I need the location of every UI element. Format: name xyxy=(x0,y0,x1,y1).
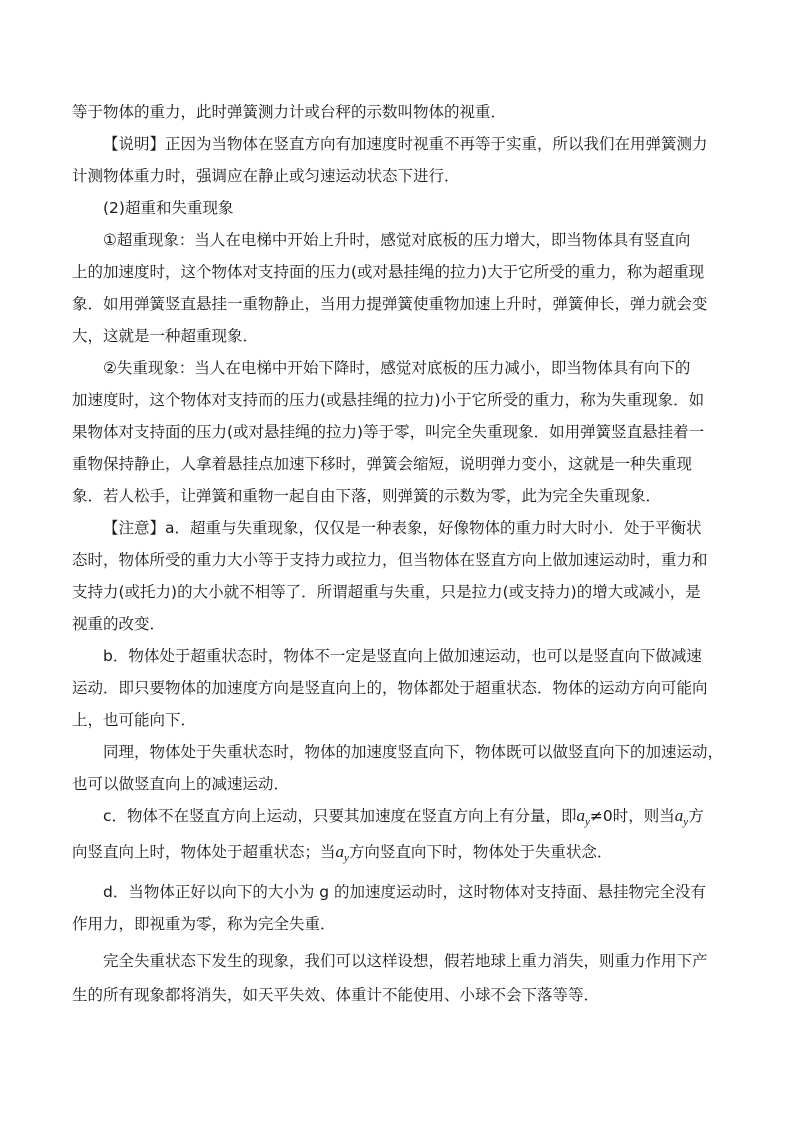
text-line: 等于物体的重力，此时弹簧测力计或台秤的示数叫物体的视重． xyxy=(72,103,507,121)
text-line: 重物保持静止，人拿着悬挂点加速下移时，弹簧会缩短，说明弹力变小，这就是一种失重现 xyxy=(72,455,693,473)
text-segment: c．物体不在竖直方向上运动，只要其加速度在竖直方向上有分量，即 xyxy=(103,807,577,825)
math-subscript: y xyxy=(585,816,590,828)
text-line: 大，这就是一种超重现象． xyxy=(72,327,259,345)
text-line: 作用力，即视重为零，称为完全失重． xyxy=(72,915,336,933)
text-line: 计测物体重力时，强调应在静止或匀速运动状态下进行． xyxy=(72,167,460,185)
text-segment: 向竖直向上时，物体处于超重状态；当 xyxy=(72,843,336,861)
text-line: 果物体对支持面的压力(或对悬挂绳的拉力)等于零，叫完全失重现象．如用弹簧竖直悬挂着一 xyxy=(72,423,705,441)
math-neq: ≠0 xyxy=(589,807,613,825)
section-heading: (2)超重和失重现象 xyxy=(103,199,234,217)
math-var: a xyxy=(674,806,684,825)
text-segment: 方向竖直向下时，物体处于失重状念． xyxy=(348,843,613,861)
text-line: ①超重现象：当人在电梯中开始上升时，感觉对底板的压力增大，即当物体具有竖直向 xyxy=(103,231,691,249)
text-line: 支持力(或托力)的大小就不相等了．所谓超重与失重，只是拉力(或支持力)的增大或减小，是 xyxy=(72,583,701,601)
text-line: 同理，物体处于失重状态时，物体的加速度竖直向下，物体既可以做竖直向下的加速运动， xyxy=(103,743,724,761)
text-line-with-formula xyxy=(72,842,612,864)
text-line: 上，也可能向下． xyxy=(72,711,197,729)
text-line: 加速度时，这个物体对支持而的压力(或悬挂绳的拉力)小于它所受的重力，称为失重现象．如 xyxy=(72,391,705,409)
text-line: 象．如用弹簧竖直悬挂一重物静止，当用力提弹簧使重物加速上升时，弹簧伸长，弹力就会变 xyxy=(72,295,708,313)
math-subscript: y xyxy=(344,852,349,864)
text-line: ②失重现象：当人在电梯中开始下降时，感觉对底板的压力减小，即当物体具有向下的 xyxy=(103,359,691,377)
text-line: 象．若人松手，让弹簧和重物一起自由下落，则弹簧的示数为零，此为完全失重现象． xyxy=(72,487,662,505)
text-line: 上的加速度时，这个物体对支持面的压力(或对悬挂绳的拉力)大于它所受的重力，称为超重现 xyxy=(72,263,705,281)
text-line: b．物体处于超重状态时，物体不一定是竖直向上做加速运动，也可以是竖直向下做减速 xyxy=(103,647,702,665)
math-var: a xyxy=(576,806,586,825)
math-var: a xyxy=(335,842,345,861)
text-line: 也可以做竖直向上的减速运动． xyxy=(72,775,290,793)
text-line-with-formula xyxy=(103,806,704,828)
text-line: 态时，物体所受的重力大小等于支持力或拉力，但当物体在竖直方向上做加速运动时，重力和 xyxy=(72,551,708,569)
text-line: 运动．即只要物体的加速度方向是竖直向上的，物体都处于超重状态．物体的运动方向可能向 xyxy=(72,679,708,697)
text-line: 生的所有现象都将消失，如天平失效、体重计不能使用、小球不会下落等等． xyxy=(72,986,600,1004)
text-segment: 方 xyxy=(688,807,704,825)
math-subscript: y xyxy=(683,816,689,828)
text-line: 【注意】a．超重与失重现象，仅仅是一种表象，好像物体的重力时大时小．处于平衡状 xyxy=(103,519,702,537)
text-segment: 时，则当 xyxy=(612,807,675,825)
text-line: d．当物体正好以向下的大小为 g 的加速度运动时，这时物体对支持面、悬挂物完全没有 xyxy=(103,883,707,901)
text-line: 完全失重状态下发生的现象，我们可以这样设想，假若地球上重力消失，则重力作用下产 xyxy=(103,952,708,970)
text-line: 视重的改变． xyxy=(72,615,166,633)
text-line: 【说明】正因为当物体在竖直方向有加速度时视重不再等于实重，所以我们在用弹簧测力 xyxy=(103,135,708,153)
